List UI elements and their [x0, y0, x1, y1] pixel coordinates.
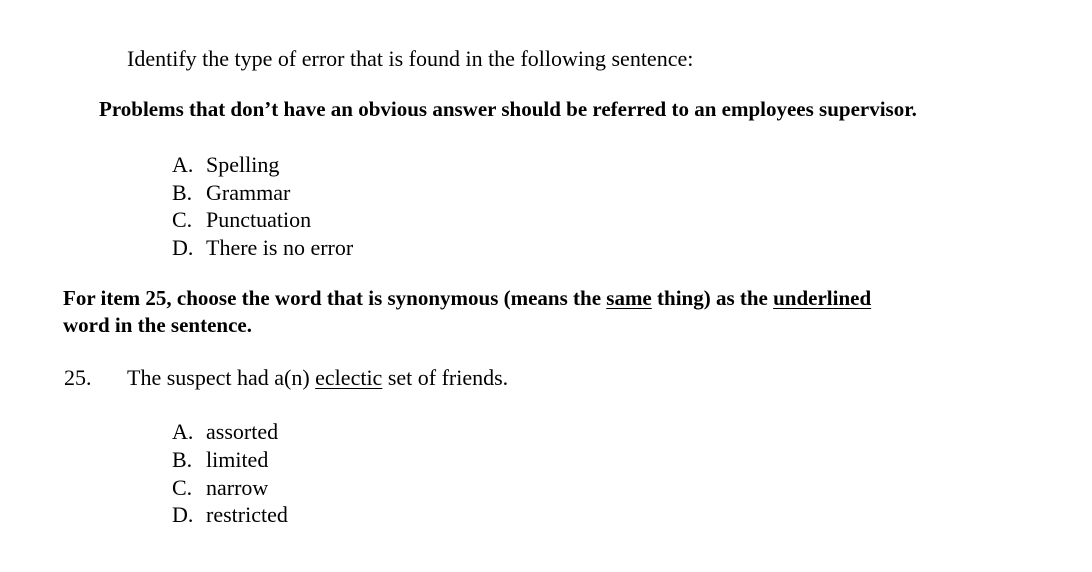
option-text: Grammar — [206, 180, 291, 205]
option-text: Spelling — [206, 152, 280, 177]
option-text: restricted — [206, 502, 288, 527]
option-24-a[interactable] — [172, 154, 279, 176]
option-text: Punctuation — [206, 207, 312, 232]
option-letter: A. — [172, 419, 194, 444]
question-25-text-before: The suspect had a(n) — [127, 365, 316, 390]
option-25-c[interactable] — [172, 477, 268, 499]
question-24-sentence: Problems that don’t have an obvious answer should be referred to an employees supervisor. — [99, 97, 917, 121]
instructions-text-1: For item 25, choose the word that is synonymous (means the — [63, 286, 607, 310]
option-25-b[interactable] — [172, 449, 268, 471]
question-24-prompt: Identify the type of error that is found in the following sentence: — [127, 46, 694, 71]
underlined-word-underlined: underlined — [773, 286, 872, 310]
underlined-same: same — [606, 286, 652, 310]
option-letter: D. — [172, 235, 194, 260]
question-25-text-after: set of friends. — [382, 365, 509, 390]
instructions-text-2: thing) as the — [651, 286, 774, 310]
question-25-number: 25. — [64, 365, 92, 390]
option-25-a[interactable] — [172, 421, 278, 443]
option-letter: C. — [172, 475, 193, 500]
option-letter: D. — [172, 502, 194, 527]
option-letter: A. — [172, 152, 194, 177]
instructions-line-1 — [63, 288, 871, 309]
option-25-d[interactable] — [172, 504, 288, 526]
option-text: assorted — [206, 419, 279, 444]
option-letter: C. — [172, 207, 193, 232]
option-text: narrow — [206, 475, 269, 500]
option-24-d[interactable] — [172, 237, 353, 259]
instructions-line-2: word in the sentence. — [63, 313, 252, 337]
option-text: limited — [206, 447, 269, 472]
option-letter: B. — [172, 447, 193, 472]
option-24-c[interactable] — [172, 209, 311, 231]
option-text: There is no error — [206, 235, 354, 260]
underlined-eclectic: eclectic — [315, 365, 383, 390]
option-24-b[interactable] — [172, 182, 290, 204]
question-25-sentence — [127, 367, 508, 389]
option-letter: B. — [172, 180, 193, 205]
